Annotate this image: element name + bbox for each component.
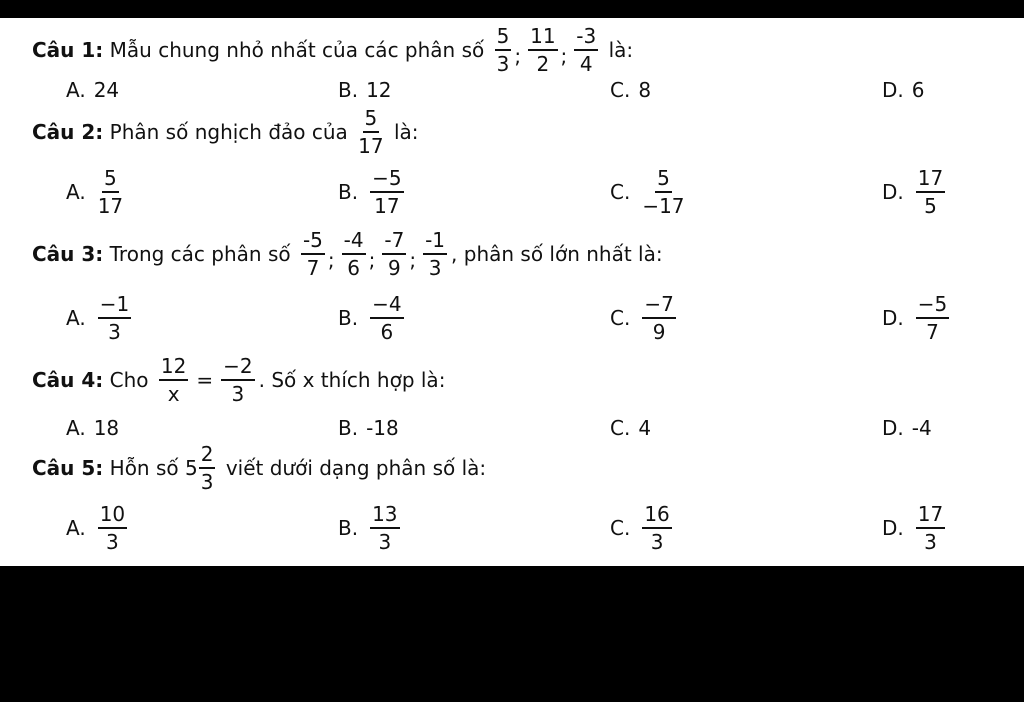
mixed-whole: 5: [184, 456, 198, 480]
separator: ;: [368, 248, 376, 272]
option-c[interactable]: C. $\frac{5}{-17}$: [610, 166, 685, 218]
bottom-black-area: [0, 566, 1024, 702]
fraction: $\frac{2}{3}$: [200, 442, 214, 494]
fraction: $\frac{11}{2}$: [530, 24, 556, 76]
question-1-suffix: là:: [608, 38, 634, 62]
fraction: $\frac{-5}{7}$: [302, 228, 323, 280]
question-1: [32, 26, 633, 74]
question-1-label: Câu 1:: [32, 38, 104, 62]
question-5-prefix: Hỗn số: [109, 456, 179, 480]
question-4: [32, 356, 445, 404]
option-c[interactable]: C. 8: [610, 78, 652, 102]
separator: ;: [560, 44, 568, 68]
option-b[interactable]: B. 12: [338, 78, 392, 102]
option-c[interactable]: C. $\frac{16}{3}$: [610, 502, 670, 554]
fraction: $\frac{-1}{3}$: [425, 228, 446, 280]
question-4-suffix: . Số x thích hợp là:: [258, 368, 446, 392]
question-3-prefix: Trong các phân số: [109, 242, 291, 266]
fraction: $\frac{5}{3}$: [496, 24, 510, 76]
fraction: $\frac{-7}{9}$: [384, 228, 405, 280]
option-b[interactable]: B. $\frac{13}{3}$: [338, 502, 398, 554]
worksheet: [0, 18, 1024, 566]
option-b[interactable]: B. $\frac{-4}{6}$: [338, 292, 402, 344]
question-3: [32, 230, 663, 278]
separator: ;: [409, 248, 417, 272]
option-a[interactable]: A. $\frac{10}{3}$: [66, 502, 126, 554]
question-2-prefix: Phân số nghịch đảo của: [109, 120, 348, 144]
fraction: $\frac{-4}{6}$: [343, 228, 364, 280]
fraction: $\frac{-2}{3}$: [223, 354, 253, 406]
option-b[interactable]: B. $\frac{-5}{17}$: [338, 166, 402, 218]
option-d[interactable]: D. $\frac{-5}{7}$: [882, 292, 948, 344]
option-d[interactable]: D. -4: [882, 416, 932, 440]
separator: ;: [327, 248, 335, 272]
question-3-suffix: , phân số lớn nhất là:: [451, 242, 663, 266]
fraction: $\frac{12}{x}$: [160, 354, 187, 406]
option-a[interactable]: A. 24: [66, 78, 120, 102]
question-5: [32, 444, 486, 492]
option-d[interactable]: D. 6: [882, 78, 925, 102]
option-c[interactable]: C. $\frac{-7}{9}$: [610, 292, 674, 344]
option-a[interactable]: A. $\frac{5}{17}$: [66, 166, 124, 218]
question-1-prefix: Mẫu chung nhỏ nhất của các phân số: [109, 38, 485, 62]
question-4-label: Câu 4:: [32, 368, 104, 392]
question-4-prefix: Cho: [109, 368, 149, 392]
option-a[interactable]: A. $\frac{-1}{3}$: [66, 292, 130, 344]
question-3-label: Câu 3:: [32, 242, 104, 266]
option-d[interactable]: D. $\frac{17}{5}$: [882, 166, 944, 218]
question-5-suffix: viết dưới dạng phân số là:: [225, 456, 487, 480]
separator: ;: [514, 44, 522, 68]
question-2-suffix: là:: [393, 120, 419, 144]
question-2: [32, 108, 419, 156]
fraction: $\frac{-3}{4}$: [576, 24, 597, 76]
top-black-bar: [0, 0, 1024, 18]
question-5-label: Câu 5:: [32, 456, 104, 480]
option-b[interactable]: B. -18: [338, 416, 399, 440]
option-c[interactable]: C. 4: [610, 416, 652, 440]
question-2-label: Câu 2:: [32, 120, 104, 144]
option-a[interactable]: A. 18: [66, 416, 120, 440]
fraction: $\frac{5}{17}$: [358, 106, 384, 158]
option-d[interactable]: D. $\frac{17}{3}$: [882, 502, 944, 554]
equals-sign: =: [196, 368, 214, 392]
